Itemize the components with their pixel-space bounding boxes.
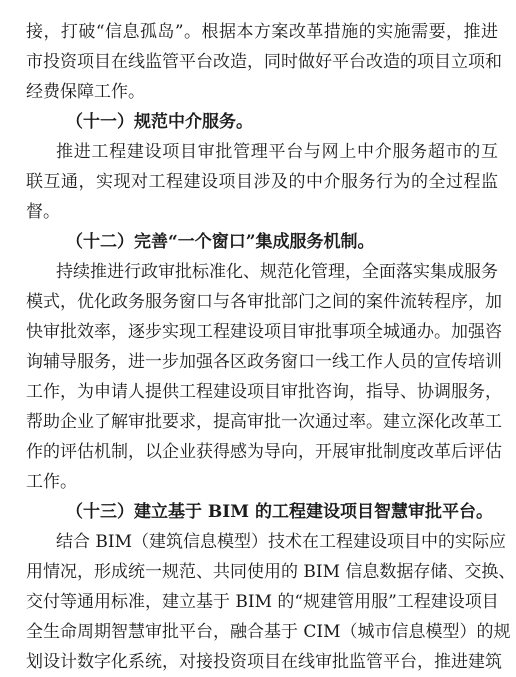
text-line: 询辅导服务，进一步加强各区政务窗口一线工作人员的宣传培训 bbox=[26, 352, 502, 372]
text-line: 结合 BIM（建筑信息模型）技术在工程建设项目中的实际应 bbox=[56, 532, 507, 552]
text-line: 推进工程建设项目审批管理平台与网上中介服务超市的互 bbox=[56, 142, 498, 162]
text-line: 用情况，形成统一规范、共同使用的 BIM 信息数据存储、交换、 bbox=[26, 562, 516, 582]
text-line: 工作，为申请人提供工程建设项目审批咨询，指导、协调服务， bbox=[26, 382, 502, 402]
text-line: 持续推进行政审批标准化、规范化管理，全面落实集成服务 bbox=[56, 262, 498, 282]
text-line: 作的评估机制，以企业获得感为导向，开展审批制度改革后评估 bbox=[26, 442, 502, 462]
text-line: 市投资项目在线监管平台改造，同时做好平台改造的项目立项和 bbox=[26, 52, 502, 72]
text-line: 模式，优化政务服务窗口与各审批部门之间的案件流转程序，加 bbox=[26, 292, 502, 312]
text-line: 经费保障工作。 bbox=[26, 82, 145, 102]
text-line: 快审批效率，逐步实现工程建设项目审批事项全城通办。加强咨 bbox=[26, 322, 502, 342]
text-line: 工作。 bbox=[26, 472, 77, 492]
section-heading: （十二）完善“一个窗口”集成服务机制。 bbox=[66, 232, 375, 252]
text-line: 联互通，实现对工程建设项目涉及的中介服务行为的全过程监 bbox=[26, 172, 498, 192]
section-heading: （十一）规范中介服务。 bbox=[66, 112, 253, 132]
text-line: 交付等通用标准，建立基于 BIM 的“规建管用服”工程建设项目 bbox=[26, 592, 499, 612]
section-heading: （十三）建立基于 BIM 的工程建设项目智慧审批平台。 bbox=[66, 502, 493, 522]
text-line: 帮助企业了解审批要求，提高审批一次通过率。建立深化改革工 bbox=[26, 412, 502, 432]
text-line: 全生命周期智慧审批平台，融合基于 CIM（城市信息模型）的规 bbox=[26, 622, 511, 642]
text-line: 划设计数字化系统，对接投资项目在线审批监管平台，推进建筑 bbox=[26, 652, 502, 672]
text-line: 接，打破“信息孤岛”。根据本方案改革措施的实施需要，推进 bbox=[26, 22, 498, 42]
text-line: 督。 bbox=[26, 202, 60, 222]
